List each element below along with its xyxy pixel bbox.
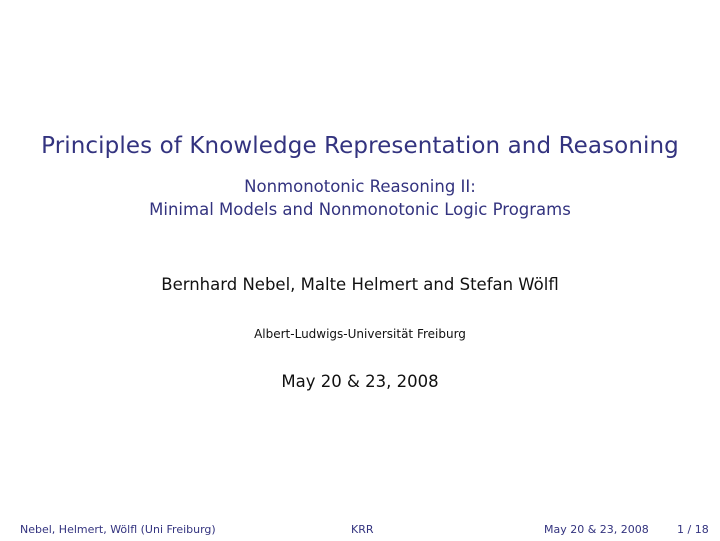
presentation-date: May 20 & 23, 2008	[281, 372, 439, 391]
footer-authors: Nebel, Helmert, Wölfl (Uni Freiburg)	[20, 523, 216, 536]
footer-date: May 20 & 23, 2008	[544, 523, 649, 536]
institute-name: Albert-Ludwigs-Universität Freiburg	[254, 327, 466, 341]
author-list: Bernhard Nebel, Malte Helmert and Stefan Wölfl	[161, 275, 559, 294]
presentation-subtitle-line-2: Minimal Models and Nonmonotonic Logic Programs	[149, 200, 571, 219]
footer-short-title: KRR	[351, 523, 374, 536]
presentation-title: Principles of Knowledge Representation and Reasoning	[41, 133, 679, 159]
footer-page-number: 1 / 18	[677, 523, 709, 536]
presentation-subtitle-line-1: Nonmonotonic Reasoning II:	[244, 177, 476, 196]
